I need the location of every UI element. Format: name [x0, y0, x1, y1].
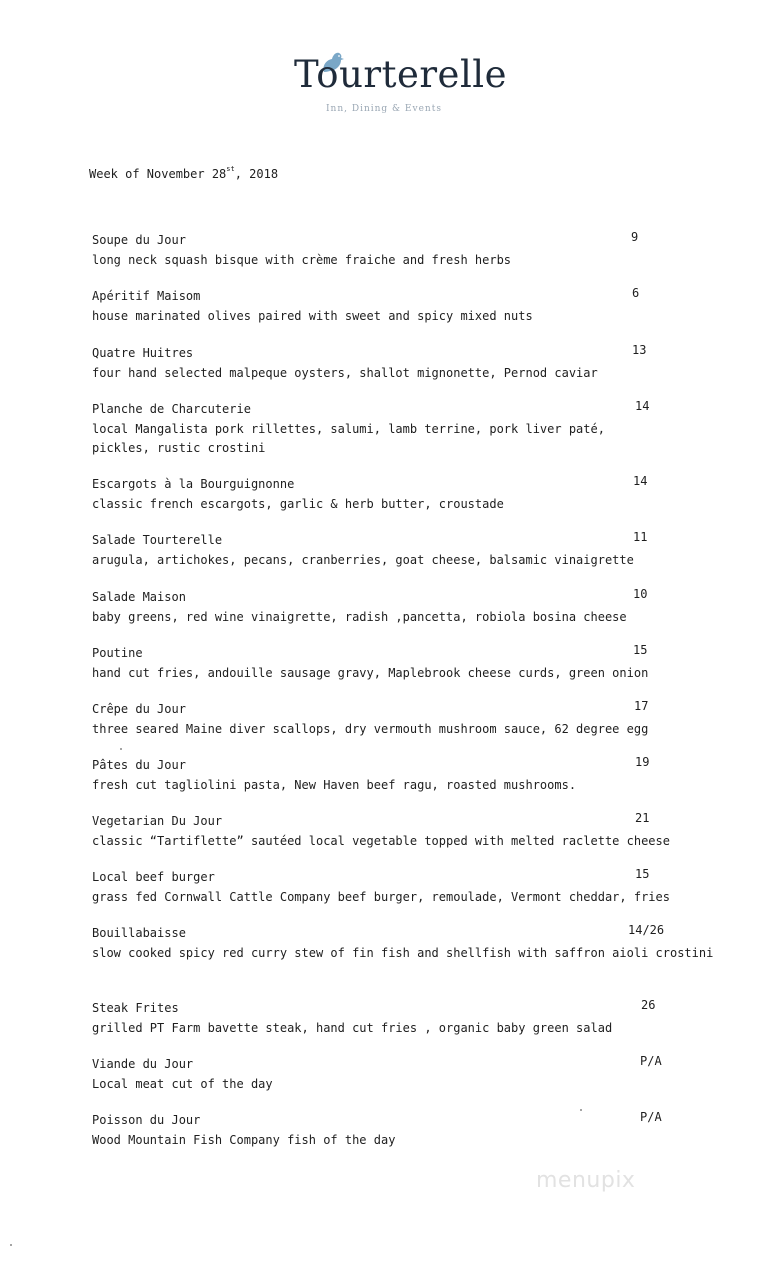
item-description: three seared Maine diver scallops, dry vermouth mushroom sauce, 62 degree egg [92, 722, 649, 736]
item-price: 13 [632, 343, 647, 357]
item-price: 15 [633, 643, 648, 657]
item-description: fresh cut tagliolini pasta, New Haven beef ragu, roasted mushrooms. [92, 778, 577, 792]
menu-item-crepe-du-jour [92, 699, 672, 742]
item-name: Soupe du Jour [92, 233, 186, 247]
item-name: Local beef burger [92, 870, 215, 884]
scan-speck [120, 748, 122, 750]
menu-item-soupe-du-jour [92, 230, 672, 273]
item-description: Local meat cut of the day [92, 1077, 273, 1091]
item-price: P/A [640, 1054, 662, 1068]
menu-item-viande-du-jour [92, 1054, 672, 1097]
item-name: Viande du Jour [92, 1057, 194, 1071]
item-price: P/A [640, 1110, 662, 1124]
item-name: Bouillabaisse [92, 926, 186, 940]
item-description: hand cut fries, andouille sausage gravy, Maplebrook cheese curds, green onion [92, 666, 649, 680]
logo-name: Tourterelle [294, 53, 508, 96]
item-price: 21 [635, 811, 650, 825]
item-price: 11 [633, 530, 648, 544]
menu-item-escargots [92, 474, 672, 517]
week-suffix: , 2018 [234, 167, 279, 181]
restaurant-logo [290, 42, 508, 122]
item-description: baby greens, red wine vinaigrette, radish ,pancetta, robiola bosina cheese [92, 610, 627, 624]
item-description: long neck squash bisque with crème fraiche and fresh herbs [92, 253, 512, 267]
item-price: 10 [633, 587, 648, 601]
week-prefix: Week of November 28 [89, 167, 227, 181]
menu-item-aperitif-maisom [92, 286, 672, 329]
item-name: Poisson du Jour [92, 1113, 201, 1127]
menu-item-vegetarian-du-jour [92, 811, 672, 854]
item-description: Wood Mountain Fish Company fish of the day [92, 1133, 396, 1147]
item-price: 17 [634, 699, 649, 713]
item-price: 14 [633, 474, 648, 488]
item-price: 14 [635, 399, 650, 413]
item-price: 19 [635, 755, 650, 769]
menu-item-poutine [92, 643, 672, 686]
menu-item-poisson-du-jour [92, 1110, 672, 1153]
item-name: Quatre Huitres [92, 346, 194, 360]
item-name: Salade Maison [92, 590, 186, 604]
menu-item-salade-maison [92, 587, 672, 630]
menu-item-planche-de-charcuterie [92, 399, 672, 455]
item-name: Crêpe du Jour [92, 702, 186, 716]
item-description: local Mangalista pork rillettes, salumi, lamb terrine, pork liver paté, [92, 422, 605, 436]
item-description: house marinated olives paired with sweet and spicy mixed nuts [92, 309, 533, 323]
menu-item-pates-du-jour [92, 755, 672, 798]
week-date [89, 167, 278, 181]
item-description-line-2: pickles, rustic crostini [92, 441, 266, 455]
item-price: 26 [641, 998, 656, 1012]
item-description: slow cooked spicy red curry stew of fin fish and shellfish with saffron aioli crostini [92, 946, 714, 960]
item-description: grilled PT Farm bavette steak, hand cut fries , organic baby green salad [92, 1021, 613, 1035]
item-description: classic french escargots, garlic & herb butter, croustade [92, 497, 504, 511]
scan-speck [10, 1244, 12, 1246]
item-price: 15 [635, 867, 650, 881]
item-name: Planche de Charcuterie [92, 402, 251, 416]
item-description: classic “Tartiflette” sautéed local vegetable topped with melted raclette cheese [92, 834, 670, 848]
item-price: 14/26 [628, 923, 665, 937]
item-description: grass fed Cornwall Cattle Company beef burger, remoulade, Vermont cheddar, fries [92, 890, 670, 904]
week-ordinal: st [226, 165, 235, 173]
item-name: Poutine [92, 646, 143, 660]
menu-item-salade-tourterelle [92, 530, 672, 573]
scan-speck [580, 1109, 582, 1111]
item-name: Steak Frites [92, 1001, 179, 1015]
menu-item-quatre-huitres [92, 343, 672, 386]
item-price: 9 [631, 230, 639, 244]
logo-tagline: Inn, Dining & Events [326, 104, 442, 114]
menu-item-bouillabaisse [92, 923, 714, 966]
item-price: 6 [632, 286, 640, 300]
menu-item-local-beef-burger [92, 867, 672, 910]
watermark: menupix [536, 1168, 636, 1193]
item-name: Apéritif Maisom [92, 289, 201, 303]
item-name: Salade Tourterelle [92, 533, 223, 547]
item-description: four hand selected malpeque oysters, shallot mignonette, Pernod caviar [92, 366, 598, 380]
item-name: Pâtes du Jour [92, 758, 186, 772]
item-description: arugula, artichokes, pecans, cranberries, goat cheese, balsamic vinaigrette [92, 553, 634, 567]
item-name: Vegetarian Du Jour [92, 814, 223, 828]
menu-item-steak-frites [92, 998, 672, 1041]
item-name: Escargots à la Bourguignonne [92, 477, 295, 491]
